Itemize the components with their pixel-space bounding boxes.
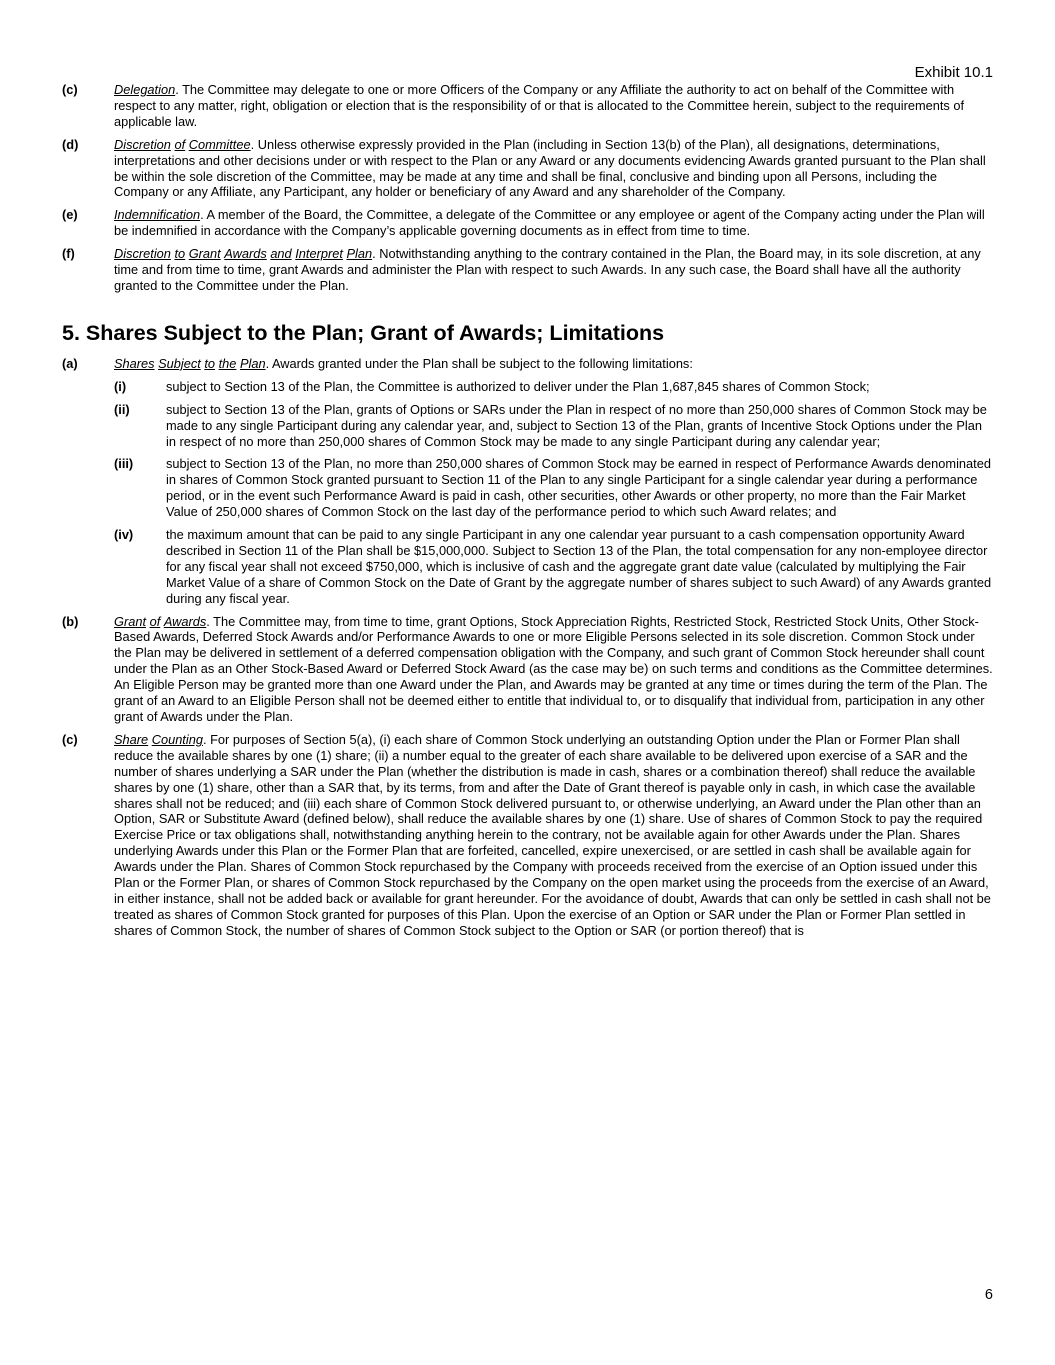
paragraph-text: . The Committee may, from time to time, grant Options, Stock Appreciation Rights, Restricted Stock, Restricted Stock Units, Other Stock-Based Awards, Deferred Stock Awards and/or Performance Awards to one or more Eligible Persons selected in its sole discretion. Common Stock under the Plan may be delivered in settlement of a deferred compensation obligation with the Company, and such grant of Common Stock hereunder shall count under the Plan as an Other Stock-Based Award or Deferred Stock Award (as the case may be) on such terms and conditions as the Committee determines. An Eligible Person may be granted more than one Award under the Plan, and Awards may be granted at any time or times during the term of the Plan. The grant of an Award to an Eligible Person shall not be deemed either to entitle that individual to, or to disqualify that individual from, participation in any other grant of Awards under the Plan. bbox=[114, 613, 993, 724]
paragraph-title-word: Awards bbox=[224, 246, 267, 262]
paragraph-text: . Awards granted under the Plan shall be subject to the following limitations: bbox=[265, 355, 693, 371]
list-item-text: subject to Section 13 of the Plan, the Committee is authorized to deliver under the Plan 1,687,845 shares of Common Stock; bbox=[166, 378, 870, 394]
paragraph-label: (a) bbox=[62, 355, 78, 371]
paragraph-title-word: Subject bbox=[158, 355, 201, 371]
list-item-label: (ii) bbox=[114, 401, 130, 417]
list-item-iii bbox=[114, 456, 994, 520]
paragraph-title-word: the bbox=[218, 355, 237, 371]
paragraph-body bbox=[114, 356, 994, 372]
paragraph-title-word: of bbox=[149, 613, 161, 629]
paragraph-title-word: Grant bbox=[114, 613, 147, 629]
paragraph-label: (c) bbox=[62, 731, 78, 747]
paragraph-title-word: Discretion bbox=[114, 136, 171, 152]
paragraph-e-indemnification bbox=[62, 207, 994, 239]
exhibit-label: Exhibit 10.1 bbox=[914, 64, 993, 81]
list-item-ii bbox=[114, 402, 994, 450]
list-item-label: (i) bbox=[114, 378, 127, 394]
paragraph-title-word: to bbox=[204, 355, 216, 371]
list-item-iv bbox=[114, 527, 994, 607]
list-item-text: subject to Section 13 of the Plan, no more than 250,000 shares of Common Stock may be earned in respect of Performance Awards denominated in shares of Common Stock granted pursuant to Section 11 of the Plan to any single Participant for a single calendar year during a performance period, or in the event such Performance Award is paid in cash, other securities, other Awards or other property, no more than the Fair Market Value of 250,000 shares of Common Stock on the last day of the performance period to which such Award relates; and bbox=[166, 456, 991, 520]
paragraph-5a-shares-subject bbox=[62, 356, 994, 372]
section-heading: 5. Shares Subject to the Plan; Grant of Awards; Limitations bbox=[62, 320, 665, 345]
paragraph-5c-share-counting bbox=[62, 732, 994, 939]
paragraph-f-discretion-grant bbox=[62, 246, 994, 294]
paragraph-title-word: Grant bbox=[188, 246, 221, 262]
paragraph-title: Delegation bbox=[114, 82, 176, 97]
paragraph-title-word: Committee bbox=[188, 136, 251, 152]
paragraph-body bbox=[114, 207, 994, 239]
paragraph-text: . Unless otherwise expressly provided in the Plan (including in Section 13(b) of the Plan), all designations, determinations, interpretations and other decisions under or with respect to the Plan or any Award or any documents evidencing Awards granted pursuant to the Plan shall be within the sole discretion of the Committee, may be made at any time and shall be final, conclusive and binding upon all Persons, including the Company or any Affiliate, any Participant, any holder or beneficiary of any Award and any shareholder of the Company. bbox=[114, 136, 986, 200]
paragraph-title-word: Counting bbox=[151, 731, 203, 747]
paragraph-title-word: and bbox=[270, 246, 292, 262]
paragraph-5b-grant-of-awards bbox=[62, 614, 994, 725]
paragraph-label: (d) bbox=[62, 136, 79, 152]
paragraph-body bbox=[114, 732, 994, 939]
paragraph-title-word: Shares bbox=[114, 355, 155, 371]
paragraph-body bbox=[114, 246, 994, 294]
paragraph-label: (e) bbox=[62, 207, 78, 223]
list-item-label: (iii) bbox=[114, 456, 134, 472]
paragraph-c-delegation bbox=[62, 82, 994, 130]
paragraph-title-word: Interpret bbox=[295, 246, 343, 262]
paragraph-body bbox=[114, 137, 994, 201]
paragraph-body bbox=[114, 614, 994, 725]
paragraph-title-word: Awards bbox=[163, 613, 207, 629]
paragraph-title-word: Plan bbox=[239, 355, 266, 371]
paragraph-text: . Notwithstanding anything to the contrary contained in the Plan, the Board may, in its sole discretion, at any time and from time to time, grant Awards and administer the Plan with respect to such Awards. In any such case, the Board shall have all the authority granted to the Committee under the Plan. bbox=[114, 246, 981, 293]
paragraph-text: . The Committee may delegate to one or more Officers of the Company or any Affiliate the authority to act on behalf of the Committee with respect to any matter, right, obligation or election that is the responsibility of or that is allocated to the Committee herein, subject to the requirements of applicable law. bbox=[114, 82, 965, 129]
paragraph-label: (b) bbox=[62, 613, 79, 629]
paragraph-title-word: Share bbox=[114, 731, 149, 747]
paragraph-title: Indemnification bbox=[114, 207, 201, 223]
paragraph-title-word: to bbox=[174, 246, 186, 262]
paragraph-body bbox=[114, 82, 994, 130]
paragraph-text: . A member of the Board, the Committee, a delegate of the Committee or any employee or agent of the Company acting under the Plan will be indemnified in accordance with the Company’s applicable governing documents as in effect from time to time. bbox=[114, 207, 985, 239]
list-item-text: subject to Section 13 of the Plan, grants of Options or SARs under the Plan in respect of no more than 250,000 shares of Common Stock may be made to any single Participant during any calendar year, and, subject to Section 13 of the Plan, grants of Incentive Stock Options under the Plan in respect of no more than 250,000 shares of Common Stock may be made to any single Participant during any calendar year; bbox=[166, 401, 987, 449]
list-item-label: (iv) bbox=[114, 527, 134, 543]
list-item-i bbox=[114, 379, 994, 395]
paragraph-title-word: Plan bbox=[346, 246, 373, 262]
paragraph-title-word: of bbox=[174, 136, 186, 152]
list-item-text: the maximum amount that can be paid to any single Participant in any one calendar year pursuant to a cash compensation opportunity Award described in Section 11 of the Plan shall be $15,000,000. Subject to Section 13 of the Plan, the total compensation for any non-employee director for any fiscal year shall not exceed $750,000, which is inclusive of cash and the aggregate grant date value (calculated by multiplying the Fair Market Value of a share of Common Stock on the Date of Grant by the aggregate number of shares subject to such Award) of any Awards granted during any fiscal year. bbox=[166, 527, 992, 606]
paragraph-title-word: Discretion bbox=[114, 246, 171, 262]
document-body bbox=[62, 82, 994, 946]
paragraph-text: . For purposes of Section 5(a), (i) each share of Common Stock underlying an outstanding Option under the Plan or Former Plan shall reduce the available shares by one (1) share; (ii) a number equal to the greater of each share available to be delivered upon exercise of a SAR and the number of shares underlying a SAR under the Plan (whether the distribution is made in cash, shares or a combination thereof) shall reduce the available shares by one (1) share, other than a SAR that, by its terms, from and after the Date of Grant thereof is payable only in cash, in which case the available shares shall not be reduced; and (iii) each share of Common Stock delivered pursuant to, or otherwise underlying, an Award under the Plan other than an Option, SAR or Substitute Award (defined below), shall reduce the available shares by one (1) share. Use of shares of Common Stock to pay the required Exercise Price or tax obligations shall, notwithstanding anything herein to the contrary, not be available again for other Awards under the Plan. Shares underlying Awards under this Plan or the Former Plan that are forfeited, cancelled, expire unexercised, or are settled in cash shall be available again for Awards under the Plan. Shares of Common Stock repurchased by the Company with proceeds received from the exercise of an Option issued under this Plan or the Former Plan, or shares of Common Stock repurchased by the Company on the open market using the proceeds from the exercise of an Award, in either instance, shall not be added back or available for grant hereunder. For the avoidance of doubt, Awards that can only be settled in cash shall not be treated as shares of Common Stock granted for purposes of this Plan. Upon the exercise of an Option or SAR under the Plan or Former Plan settled in shares of Common Stock, the number of shares of Common Stock subject to the Option or SAR (or portion thereof) that is bbox=[114, 731, 991, 938]
paragraph-label: (f) bbox=[62, 246, 75, 262]
page-number: 6 bbox=[984, 1287, 993, 1303]
paragraph-d-discretion bbox=[62, 137, 994, 201]
paragraph-label: (c) bbox=[62, 82, 78, 97]
